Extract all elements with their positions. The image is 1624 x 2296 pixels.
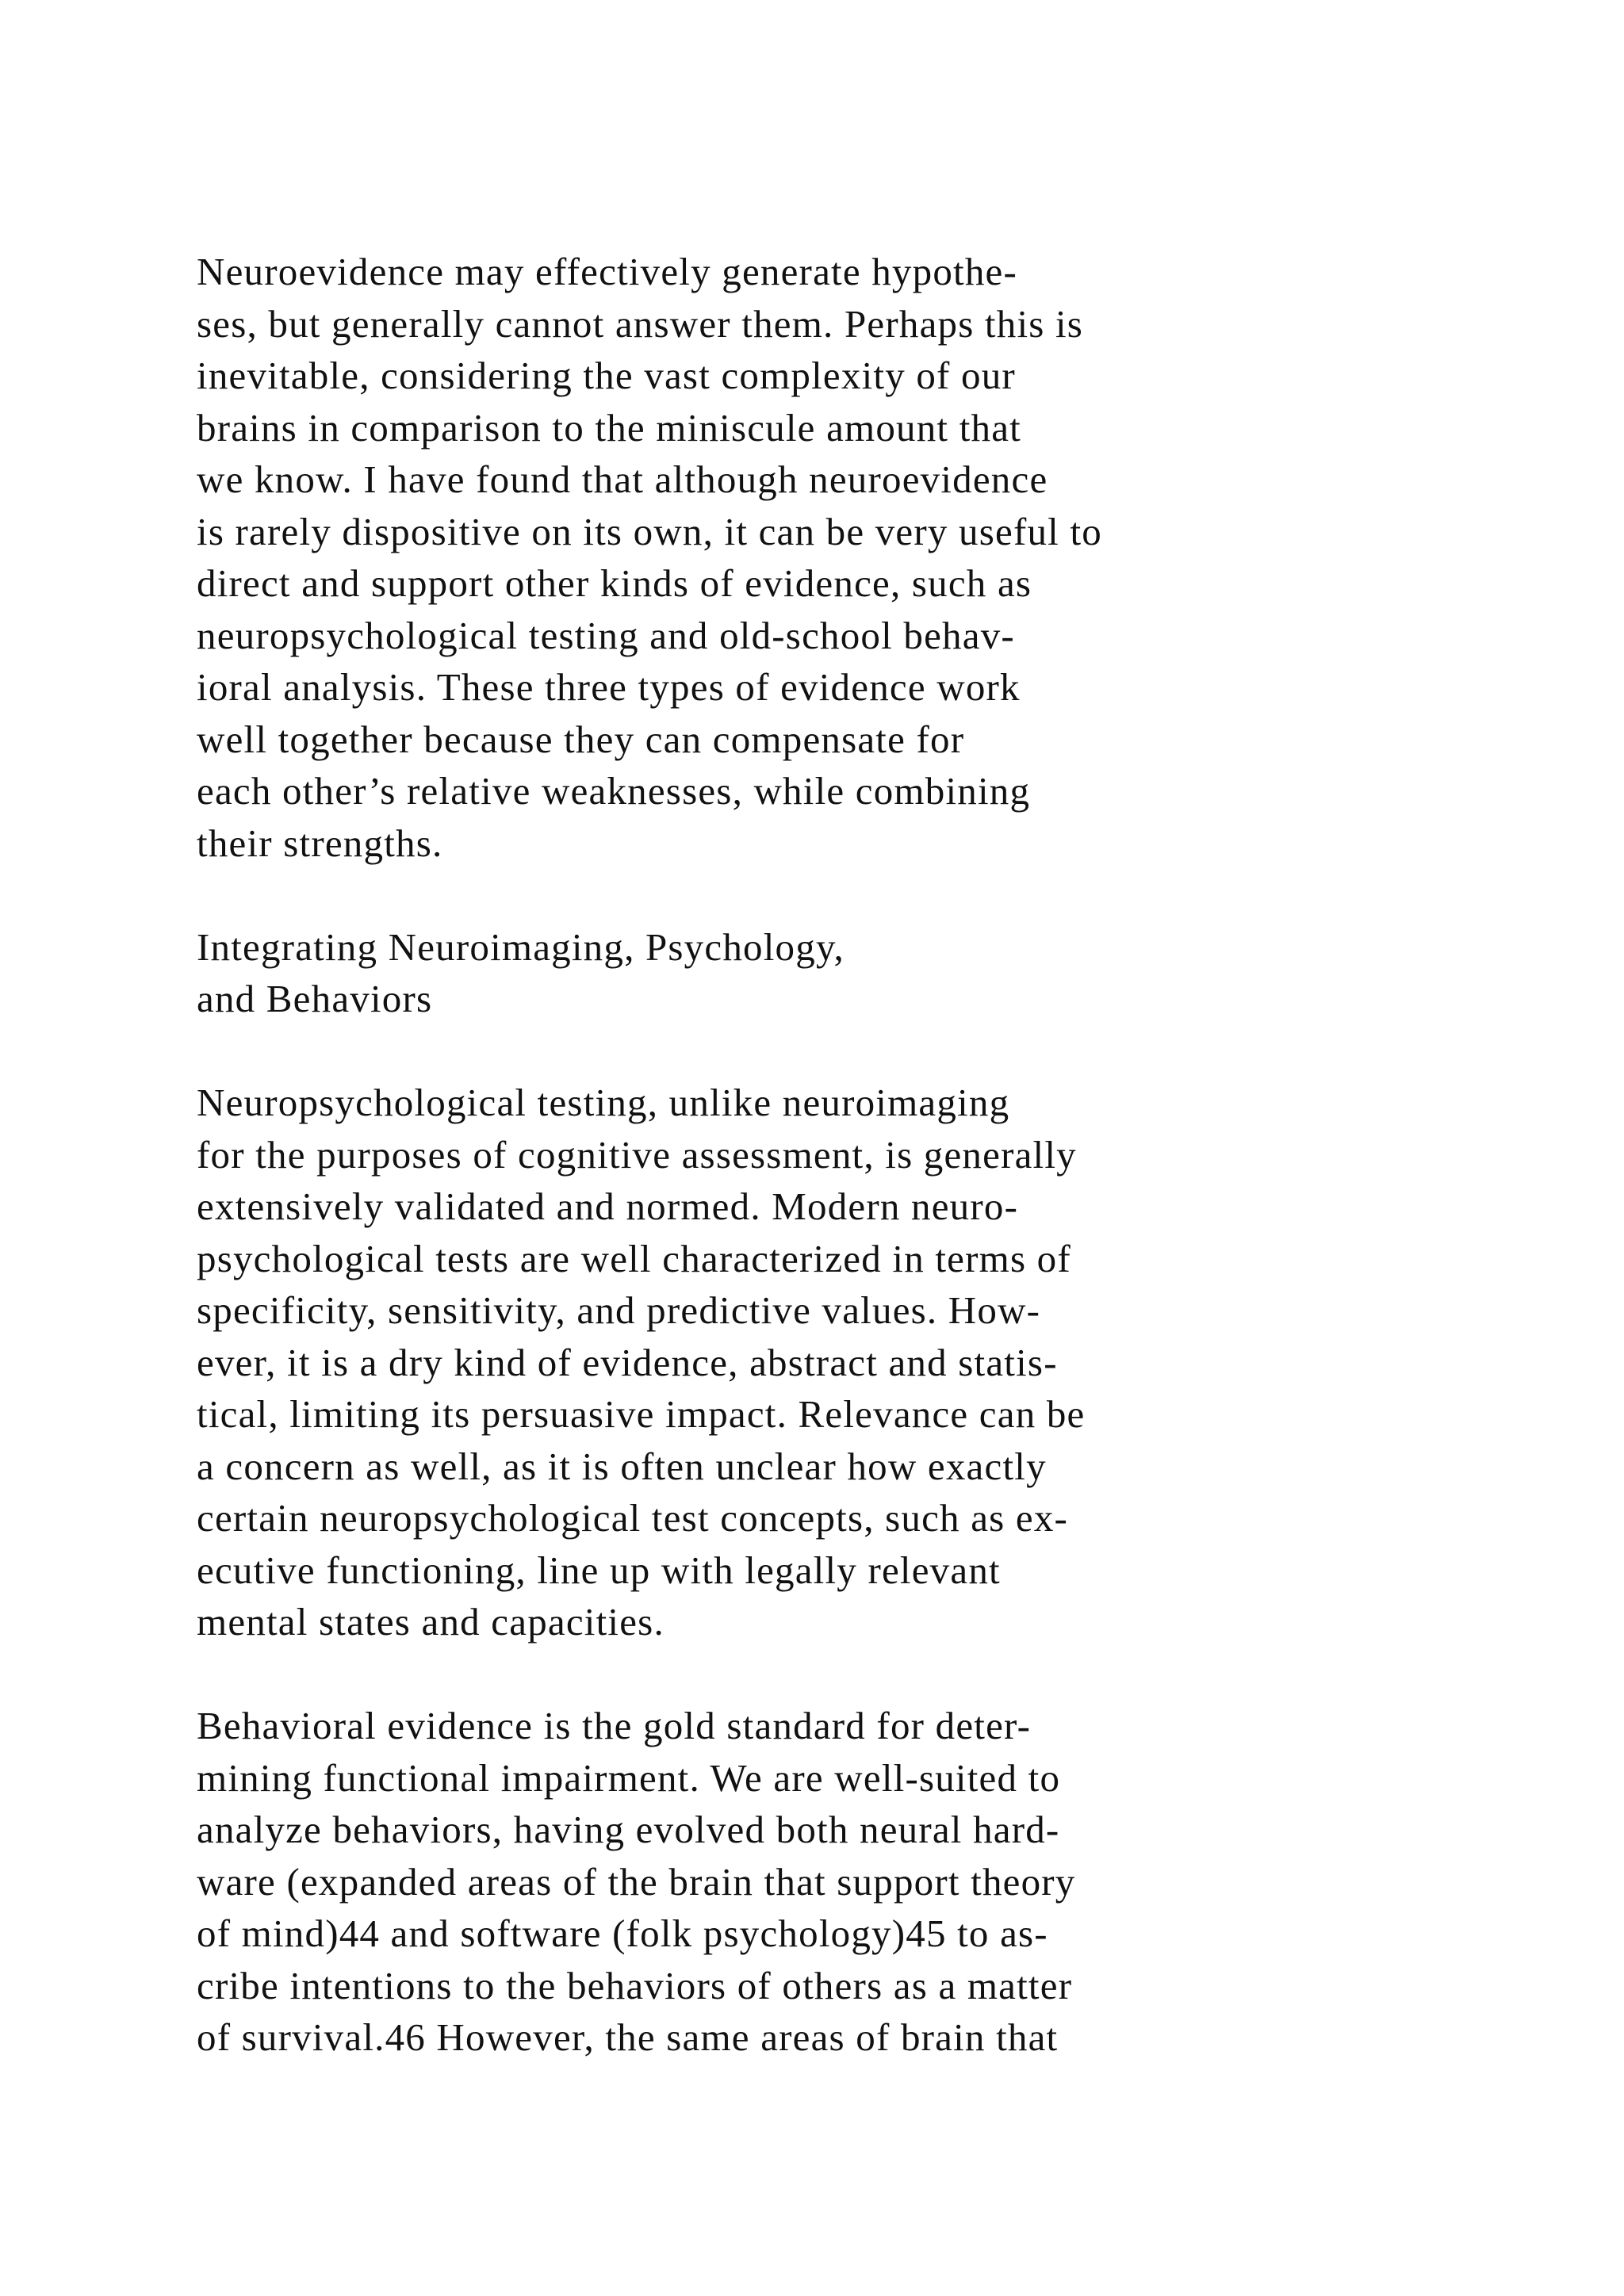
text-line: direct and support other kinds of evidence, such as bbox=[197, 561, 1032, 605]
text-line: cribe intentions to the behaviors of others as a matter bbox=[197, 1963, 1073, 2007]
text-line: ever, it is a dry kind of evidence, abstract and statis- bbox=[197, 1340, 1058, 1384]
body-text bbox=[197, 246, 1545, 2064]
text-line: inevitable, considering the vast complexity of our bbox=[197, 354, 1016, 397]
text-line: ecutive functioning, line up with legally relevant bbox=[197, 1548, 1001, 1592]
text-line: ware (expanded areas of the brain that support theory bbox=[197, 1859, 1076, 1904]
text-line: tical, limiting its persuasive impact. Relevance can be bbox=[197, 1392, 1086, 1436]
text-line: mining functional impairment. We are well-suited to bbox=[197, 1755, 1061, 1800]
text-line: brains in comparison to the miniscule amount that bbox=[197, 405, 1021, 450]
text-line: Neuroevidence may effectively generate hypothe- bbox=[197, 250, 1018, 293]
text-line: specificity, sensitivity, and predictive values. How- bbox=[197, 1288, 1041, 1332]
text-line: ioral analysis. These three types of evidence work bbox=[197, 665, 1021, 709]
section-heading bbox=[197, 921, 1545, 1025]
heading-line: Integrating Neuroimaging, Psychology, bbox=[197, 924, 845, 969]
text-line: for the purposes of cognitive assessment, is generally bbox=[197, 1132, 1077, 1177]
text-line: extensively validated and normed. Modern neuro- bbox=[197, 1184, 1019, 1228]
text-line: is rarely dispositive on its own, it can be very useful to bbox=[197, 509, 1102, 553]
text-line: we know. I have found that although neuroevidence bbox=[197, 457, 1048, 501]
paragraph-spacer bbox=[197, 1025, 1545, 1077]
text-line: psychological tests are well characterized in terms of bbox=[197, 1236, 1071, 1280]
text-line: of mind)44 and software (folk psychology)45 to as- bbox=[197, 1911, 1048, 1955]
paragraph-neuroevidence bbox=[197, 246, 1545, 869]
text-line: Neuropsychological testing, unlike neuroimaging bbox=[197, 1081, 1010, 1124]
text-line: of survival.46 However, the same areas of brain that bbox=[197, 2015, 1059, 2059]
text-line: ses, but generally cannot answer them. Perhaps this is bbox=[197, 301, 1084, 346]
paragraph-spacer bbox=[197, 1648, 1545, 1701]
paragraph-behavioral-evidence bbox=[197, 1700, 1545, 2064]
text-line: mental states and capacities. bbox=[197, 1600, 665, 1644]
heading-line: and Behaviors bbox=[197, 977, 433, 1020]
text-line: neuropsychological testing and old-school behav- bbox=[197, 613, 1015, 657]
paragraph-spacer bbox=[197, 869, 1545, 921]
text-line: well together because they can compensate for bbox=[197, 717, 965, 761]
text-line: a concern as well, as it is often unclear how exactly bbox=[197, 1444, 1047, 1488]
text-line: each other’s relative weaknesses, while combining bbox=[197, 769, 1031, 813]
text-line: analyze behaviors, having evolved both neural hard- bbox=[197, 1808, 1060, 1851]
text-line: certain neuropsychological test concepts, such as ex- bbox=[197, 1496, 1069, 1540]
paragraph-neuropsychological-testing bbox=[197, 1077, 1545, 1648]
text-line: Behavioral evidence is the gold standard for deter- bbox=[197, 1704, 1032, 1747]
text-line: their strengths. bbox=[197, 821, 443, 865]
